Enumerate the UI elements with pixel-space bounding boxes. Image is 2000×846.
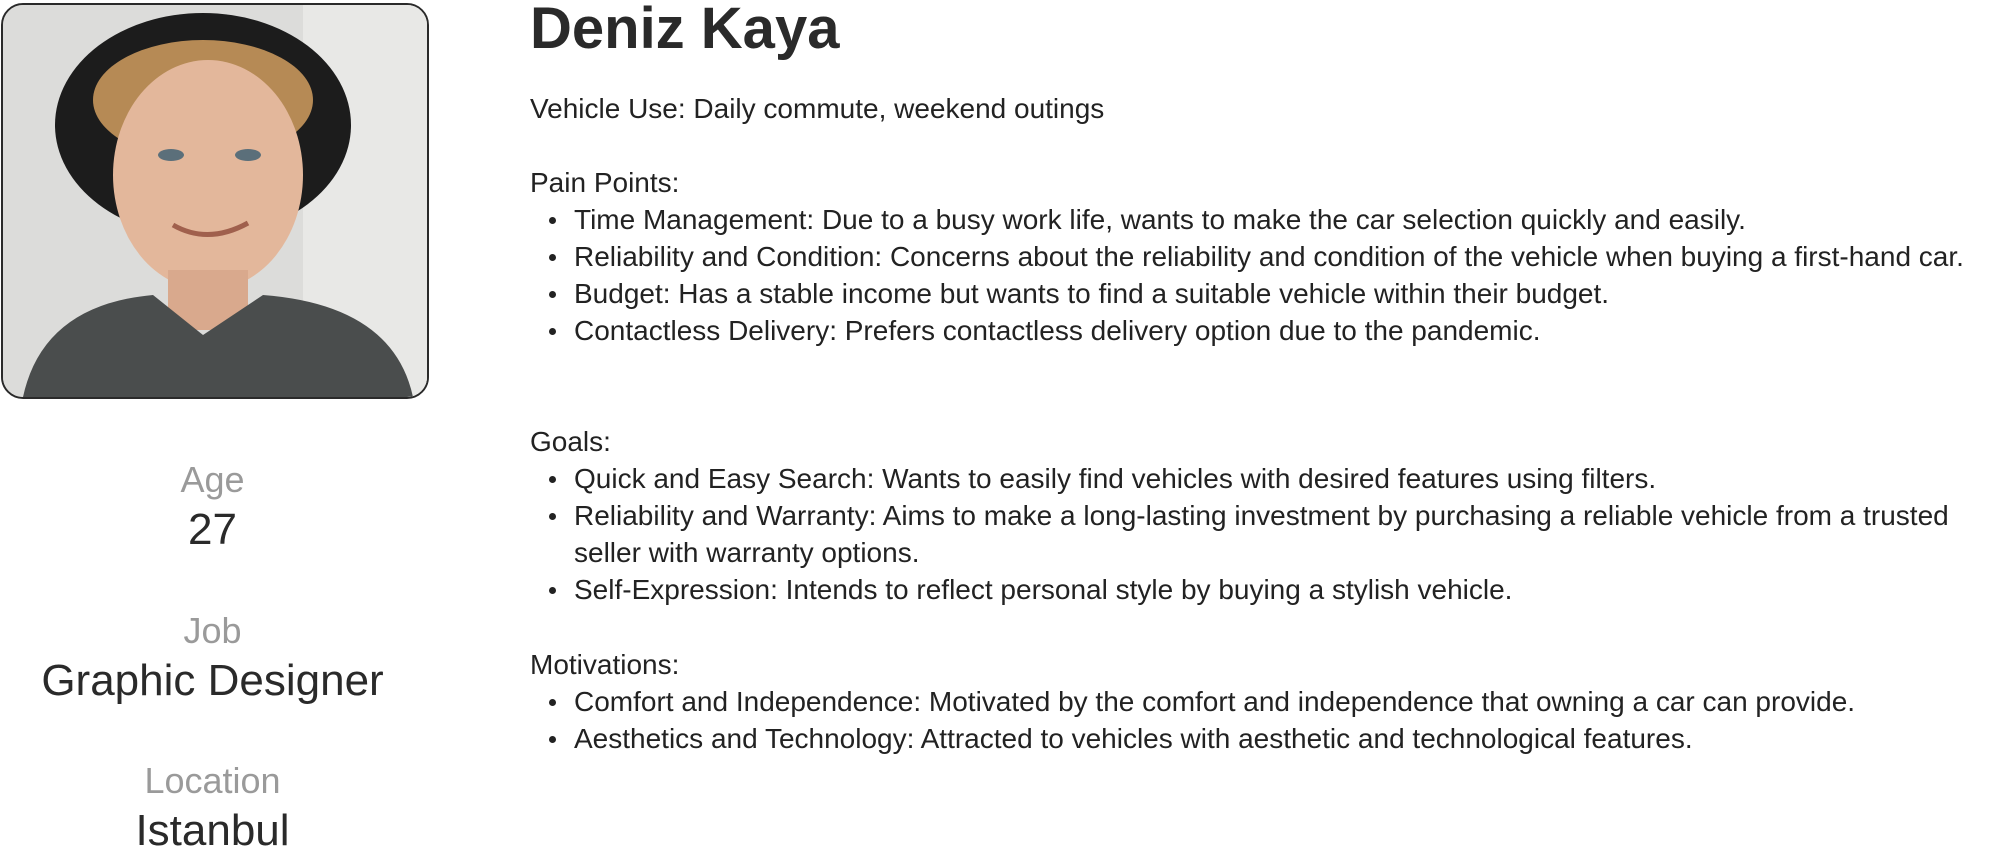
list-item: Reliability and Condition: Concerns about the reliability and condition of the vehicle when buying a first-hand car. [530,238,1990,275]
location-stat [0,760,425,846]
list-item: Reliability and Warranty: Aims to make a long-lasting investment by purchasing a reliable vehicle from a trusted seller with warranty options. [530,497,1990,571]
goals-section [530,423,1990,608]
location-value: Istanbul [135,806,290,846]
list-item: Contactless Delivery: Prefers contactless delivery option due to the pandemic. [530,312,1990,349]
age-value: 27 [188,505,237,554]
job-stat [0,610,425,705]
goals-list [530,460,1990,608]
job-value: Graphic Designer [41,656,384,705]
age-stat [0,459,425,554]
list-item: Quick and Easy Search: Wants to easily find vehicles with desired features using filters. [530,460,1990,497]
pain-points-list [530,201,1990,349]
persona-name: Deniz Kaya [530,0,840,61]
location-label: Location [144,760,281,801]
job-label: Job [183,610,242,651]
list-item: Aesthetics and Technology: Attracted to vehicles with aesthetic and technological features. [530,720,1990,757]
vehicle-use-text: Vehicle Use: Daily commute, weekend outings [530,93,1105,124]
motivations-section [530,646,1990,757]
age-label: Age [180,459,245,500]
list-item: Time Management: Due to a busy work life, wants to make the car selection quickly and easily. [530,201,1990,238]
list-item: Self-Expression: Intends to reflect personal style by buying a stylish vehicle. [530,571,1990,608]
pain-points-heading: Pain Points: [530,167,680,198]
motivations-heading: Motivations: [530,649,680,680]
list-item: Comfort and Independence: Motivated by the comfort and independence that owning a car can provide. [530,683,1990,720]
person-portrait-image [3,5,427,397]
motivations-list [530,683,1990,757]
pain-points-section [530,164,1990,349]
persona-photo [1,3,429,399]
goals-heading: Goals: [530,426,611,457]
list-item: Budget: Has a stable income but wants to find a suitable vehicle within their budget. [530,275,1990,312]
persona-details [530,0,1990,754]
